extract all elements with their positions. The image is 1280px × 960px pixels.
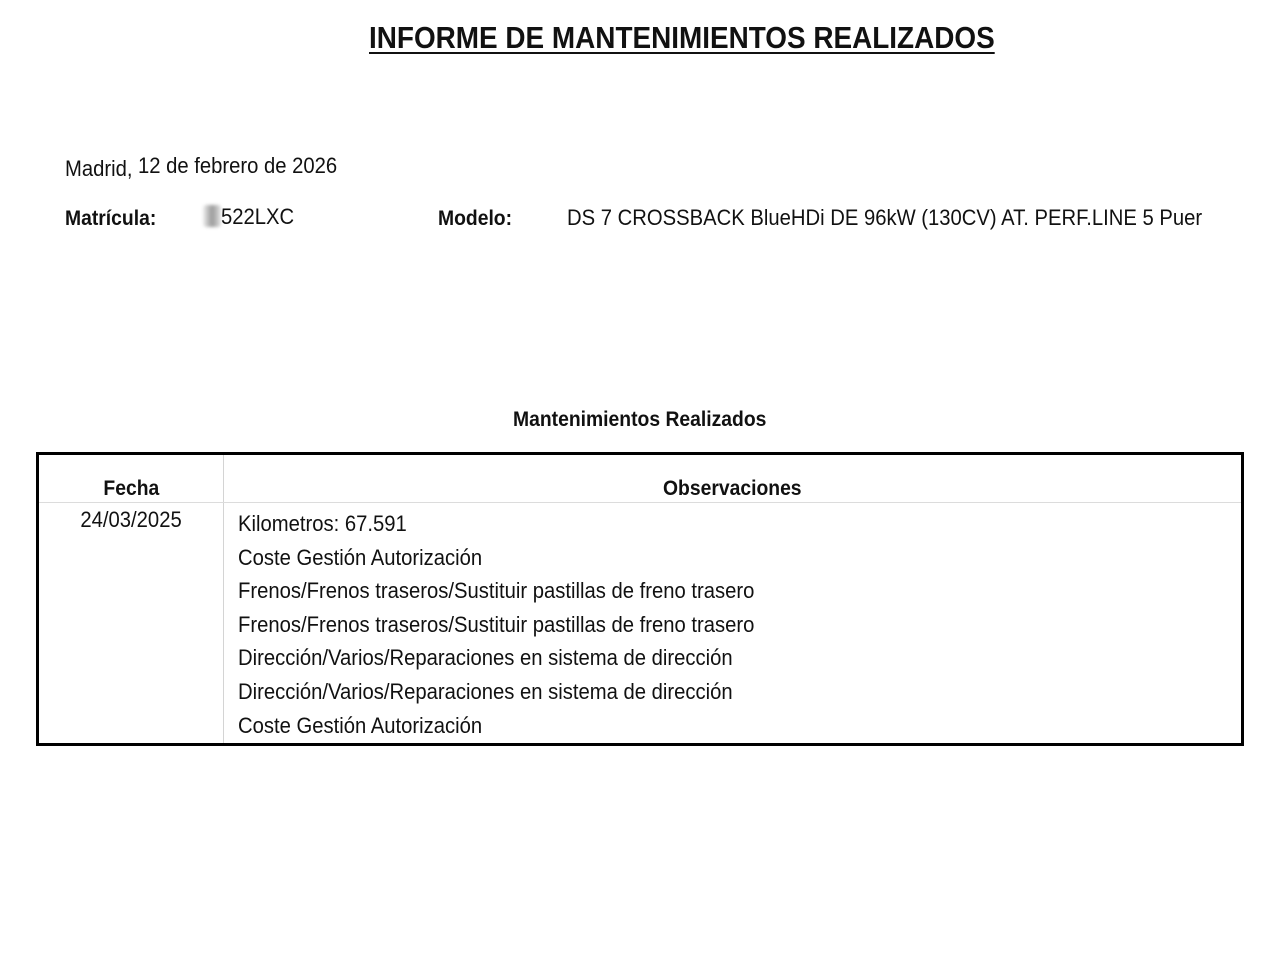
observation-item: Dirección/Varios/Reparaciones en sistema de dirección (238, 678, 733, 704)
report-city: Madrid, (65, 156, 133, 181)
header-date (39, 477, 223, 501)
header-divider (39, 502, 1241, 503)
report-title: INFORME DE MANTENIMIENTOS REALIZADOS (369, 20, 995, 55)
observation-item: Kilometros: 67.591 (238, 511, 407, 536)
observation-item: Dirección/Varios/Reparaciones en sistema de dirección (238, 645, 733, 671)
observation-item: Coste Gestión Autorización (238, 544, 483, 570)
observation-item: Frenos/Frenos traseros/Sustituir pastillas de freno trasero (238, 578, 755, 604)
table-row-date (39, 507, 223, 533)
table-row-observations (238, 507, 799, 742)
model-label: Modelo: (438, 207, 513, 230)
model-value-container (567, 202, 1245, 234)
header-date-label: Fecha (103, 477, 159, 500)
row-date-value: 24/03/2025 (80, 507, 182, 532)
header-observations (224, 477, 1241, 501)
maintenance-table (36, 452, 1244, 746)
section-title (0, 408, 1280, 432)
plate-redaction-blur (203, 205, 221, 227)
header-observations-label: Observaciones (663, 477, 802, 500)
observation-item: Coste Gestión Autorización (238, 712, 483, 738)
section-title-text: Mantenimientos Realizados (513, 408, 767, 431)
model-value: DS 7 CROSSBACK BlueHDi DE 96kW (130CV) AT. PERF.LINE 5 Puer (567, 205, 1203, 230)
plate-label: Matrícula: (65, 207, 157, 230)
observation-item: Frenos/Frenos traseros/Sustituir pastillas de freno trasero (238, 611, 755, 637)
report-date: 12 de febrero de 2026 (138, 153, 338, 178)
plate-value: 522LXC (221, 204, 295, 229)
